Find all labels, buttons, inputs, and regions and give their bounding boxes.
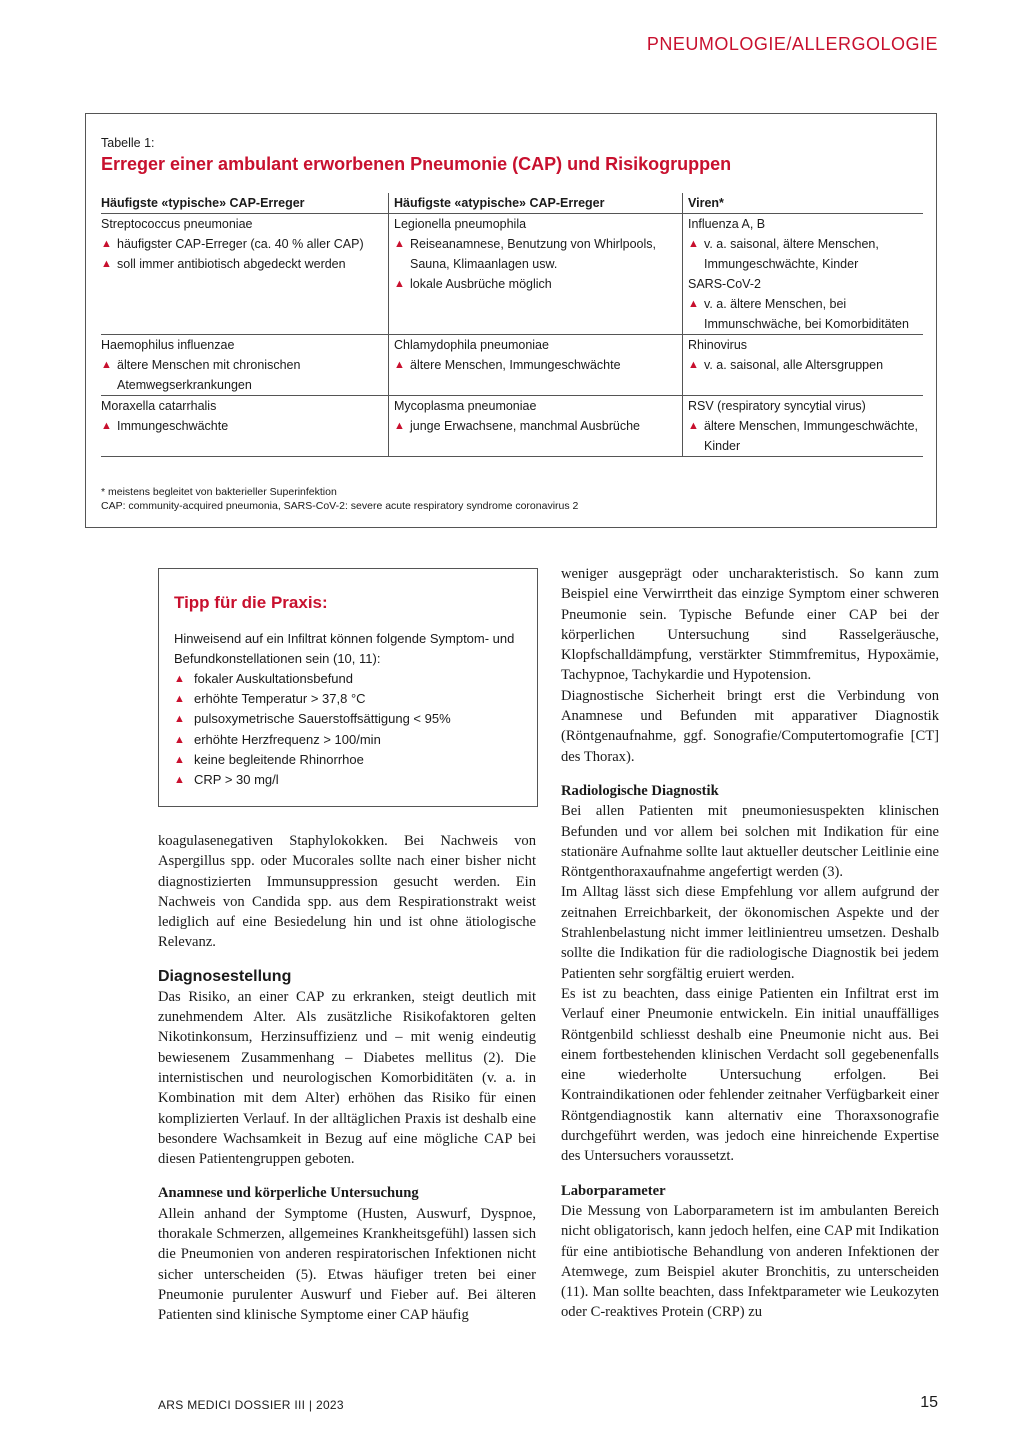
tip-title: Tipp für die Praxis:	[174, 593, 328, 612]
subheading-anamnese: Anamnese und körperliche Untersuchung	[158, 1185, 419, 1202]
risk-note: ▲ v. a. saisonal, ältere Menschen, Immungeschwächte, Kinder	[688, 234, 919, 274]
body-paragraph: Im Alltag lässt sich diese Empfehlung vor allem aufgrund der zeitnahen Erreichbarkeit, der ökonomischen Aspekte und der Strahlenbelastung nicht immer leitlinientreu umsetzen. Deshalb sollte die Indikation für die radiologische Diagnostik bei jedem Patienten sehr sorgfältig eruiert werden.	[561, 884, 939, 982]
triangle-bullet-icon: ▲	[688, 298, 699, 310]
table-header-row	[101, 193, 923, 214]
risk-note: ▲ Reiseanamnese, Benutzung von Whirlpools, Sauna, Klimaanlagen usw.	[394, 234, 678, 274]
list-item: ▲ erhöhte Herzfrequenz > 100/min	[174, 730, 451, 750]
risk-note: ▲ soll immer antibiotisch abgedeckt werden	[101, 254, 384, 274]
practice-tip-box	[158, 568, 538, 807]
footer-journal: ARS MEDICI DOSSIER III | 2023	[158, 1398, 344, 1412]
triangle-bullet-icon: ▲	[174, 774, 185, 787]
triangle-bullet-icon: ▲	[101, 258, 112, 270]
triangle-bullet-icon: ▲	[174, 673, 185, 685]
triangle-bullet-icon: ▲	[174, 733, 185, 746]
pathogen-name: SARS-CoV-2	[688, 277, 761, 291]
triangle-bullet-icon: ▲	[688, 359, 699, 371]
risk-note: ▲ junge Erwachsene, manchmal Ausbrüche	[394, 416, 678, 436]
body-paragraph: koagulasenegativen Staphylokokken. Bei Nachweis von Aspergillus spp. oder Mucorales sollte nach einer bisher nicht diagnostizierten Immunsuppression gesucht werden. Ein Nachweis von Candida spp. aus dem Respirationstrakt weist lediglich auf eine Besiedelung hin und ist ohne ätiologische Relevanz.	[158, 833, 536, 951]
pathogen-name: Mycoplasma pneumoniae	[394, 399, 537, 413]
table-cell	[389, 335, 683, 395]
table-header-atypical: Häufigste «atypische» CAP-Erreger	[389, 193, 683, 213]
table-cell	[683, 214, 923, 334]
table-label: Tabelle 1:	[101, 136, 155, 150]
triangle-bullet-icon: ▲	[101, 420, 112, 432]
triangle-bullet-icon: ▲	[688, 238, 699, 250]
body-paragraph: Bei allen Patienten mit pneumoniesuspekten klinischen Befunden und vor allem bei solchen mit Indikation für eine stationäre Aufnahme sollte laut aktueller deutscher Leitlinie eine Röntgenthoraxaufnahme angefertigt werden (3).	[561, 803, 939, 881]
risk-note: ▲ häufigster CAP-Erreger (ca. 40 % aller CAP)	[101, 234, 384, 254]
table-cell	[101, 335, 389, 395]
footnote-abbreviations: CAP: community-acquired pneumonia, SARS-CoV-2: severe acute respiratory syndrome coronavirus 2	[101, 500, 579, 512]
table-row	[101, 214, 923, 335]
page-number: 15	[920, 1394, 938, 1411]
table-cell	[101, 214, 389, 334]
body-paragraph: Die Messung von Laborparametern ist im ambulanten Bereich nicht obligatorisch, kann jedoch helfen, eine CAP mit Indikation für eine antibiotische Behandlung von anderen Infektionen der Atemwege, zum Beispiel akuter Bronchitis, zu unterscheiden (11). Man sollte beachten, dass Infektparameter wie Leukozyten oder C-reaktives Protein (CRP) zu	[561, 1202, 939, 1321]
table-cell	[683, 396, 923, 456]
subheading-radiologie: Radiologische Diagnostik	[561, 782, 719, 799]
list-item: ▲ keine begleitende Rhinorrhoe	[174, 750, 451, 770]
table-cell	[101, 396, 389, 456]
risk-note: ▲ Immungeschwächte	[101, 416, 384, 436]
list-item: ▲ pulsoxymetrische Sauerstoffsättigung < 95%	[174, 709, 451, 729]
triangle-bullet-icon: ▲	[174, 693, 185, 706]
triangle-bullet-icon: ▲	[101, 359, 112, 371]
pathogen-name: Moraxella catarrhalis	[101, 399, 217, 413]
risk-note: ▲ ältere Menschen, Immungeschwächte, Kinder	[688, 416, 919, 456]
risk-note: ▲ v. a. ältere Menschen, bei Immunschwäche, bei Komorbiditäten	[688, 294, 919, 334]
risk-note: ▲ ältere Menschen, Immungeschwächte	[394, 355, 678, 375]
risk-note: ▲ v. a. saisonal, alle Altersgruppen	[688, 355, 919, 375]
list-item: ▲ CRP > 30 mg/l	[174, 770, 451, 790]
pathogen-name: Streptococcus pneumoniae	[101, 217, 253, 231]
right-text-column	[561, 564, 939, 1323]
left-text-column	[158, 831, 536, 1326]
pathogen-name: Haemophilus influenzae	[101, 338, 235, 352]
tip-intro: Hinweisend auf ein Infiltrat können folgende Symptom- und Befundkonstellationen sein (10, 11):	[174, 631, 515, 666]
pathogen-table	[85, 113, 937, 528]
triangle-bullet-icon: ▲	[174, 713, 185, 726]
body-paragraph: Es ist zu beachten, dass einige Patienten ein Infiltrat erst im Verlauf einer Pneumonie entwickeln. Ein initial unauffälliges Röntgenbild schliesst deshalb eine Pneumonie nicht aus. Bei einem fortbestehenden klinischen Verdacht soll gegebenenfalls eine wiederholte Untersuchung erfolgen. Bei Kontraindikationen oder fehlender zeitnaher Verfügbarkeit einer Röntgendiagnostik kann alternativ eine Thoraxsonografie durchgeführt werden, was jedoch eine hinreichende Expertise des Untersuchers voraussetzt.	[561, 985, 939, 1165]
pathogen-name: Influenza A, B	[688, 217, 766, 231]
pathogen-name: Rhinovirus	[688, 338, 748, 352]
list-item: ▲ fokaler Auskultationsbefund	[174, 669, 451, 689]
table-row	[101, 396, 923, 457]
body-paragraph: Das Risiko, an einer CAP zu erkranken, steigt deutlich mit zunehmendem Alter. Als zusätzliche Risikofaktoren gelten Nikotinkonsum, Herzinsuffizienz und – mit wenig eindeutig bewiesenem Zusammenhang – Diabetes mellitus (2). Die internistischen und neurologischen Komorbiditäten (v. a. in Kombination mit dem Alter) erhöhen das Risiko für einen komplizierten Verlauf. In der alltäglichen Praxis ist deshalb eine besondere Wachsamkeit in Bezug auf eine mögliche CAP bei diesen Patientengruppen geboten.	[158, 988, 536, 1168]
pathogen-name: Chlamydophila pneumoniae	[394, 338, 549, 352]
triangle-bullet-icon: ▲	[101, 238, 112, 250]
table-cell	[389, 214, 683, 334]
subheading-labor: Laborparameter	[561, 1182, 666, 1199]
triangle-bullet-icon: ▲	[394, 278, 405, 290]
section-header: PNEUMOLOGIE/ALLERGOLOGIE	[646, 34, 938, 54]
pathogen-name: RSV (respiratory syncytial virus)	[688, 399, 866, 413]
pathogen-name: Legionella pneumophila	[394, 217, 527, 231]
section-heading-diagnose: Diagnosestellung	[158, 967, 292, 985]
triangle-bullet-icon: ▲	[394, 420, 405, 432]
list-item: ▲ erhöhte Temperatur > 37,8 °C	[174, 689, 451, 709]
risk-note: ▲ lokale Ausbrüche möglich	[394, 274, 678, 294]
triangle-bullet-icon: ▲	[394, 359, 405, 371]
risk-note: ▲ ältere Menschen mit chronischen Atemwegserkrankungen	[101, 355, 384, 395]
tip-list	[174, 669, 451, 790]
body-paragraph: weniger ausgeprägt oder uncharakteristisch. So kann zum Beispiel eine Verwirrtheit das einzige Symptom einer schweren Pneumonie sein. Typische Befunde einer CAP bei der körperlichen Untersuchung sind Rasselgeräusche, Klopfschalldämpfung, verstärkter Stimmfremitus, Hypoxämie, Tachypnoe, Tachykardie und Hypotension.	[561, 566, 939, 684]
table-row	[101, 335, 923, 396]
table-header-viruses: Viren*	[688, 196, 724, 210]
body-paragraph: Diagnostische Sicherheit bringt erst die Verbindung von Anamnese und Befunden mit apparativer Diagnostik (Röntgenaufnahme, ggf. Sonografie/Computertomografie [CT] des Thorax).	[561, 687, 939, 765]
triangle-bullet-icon: ▲	[394, 238, 405, 250]
table-grid	[101, 193, 923, 457]
body-paragraph: Allein anhand der Symptome (Husten, Auswurf, Dyspnoe, thorakale Schmerzen, allgemeines Krankheitsgefühl) lassen sich die Pneumonien von anderen respiratorischen Infektionen nicht sicher unterscheiden (5). Etwas häufiger treten bei einer Pneumonie purulenter Auswurf und Fieber auf. Bei älteren Patienten sind klinische Symptome einer CAP häufig	[158, 1205, 536, 1324]
footnote-asterisk: * meistens begleitet von bakterieller Superinfektion	[101, 486, 337, 498]
table-header-typical: Häufigste «typische» CAP-Erreger	[101, 193, 389, 213]
table-title: Erreger einer ambulant erworbenen Pneumonie (CAP) und Risikogruppen	[101, 154, 732, 174]
table-cell	[389, 396, 683, 456]
table-cell	[683, 335, 923, 395]
triangle-bullet-icon: ▲	[688, 420, 699, 432]
table-footnote	[101, 485, 578, 513]
triangle-bullet-icon: ▲	[174, 753, 185, 766]
